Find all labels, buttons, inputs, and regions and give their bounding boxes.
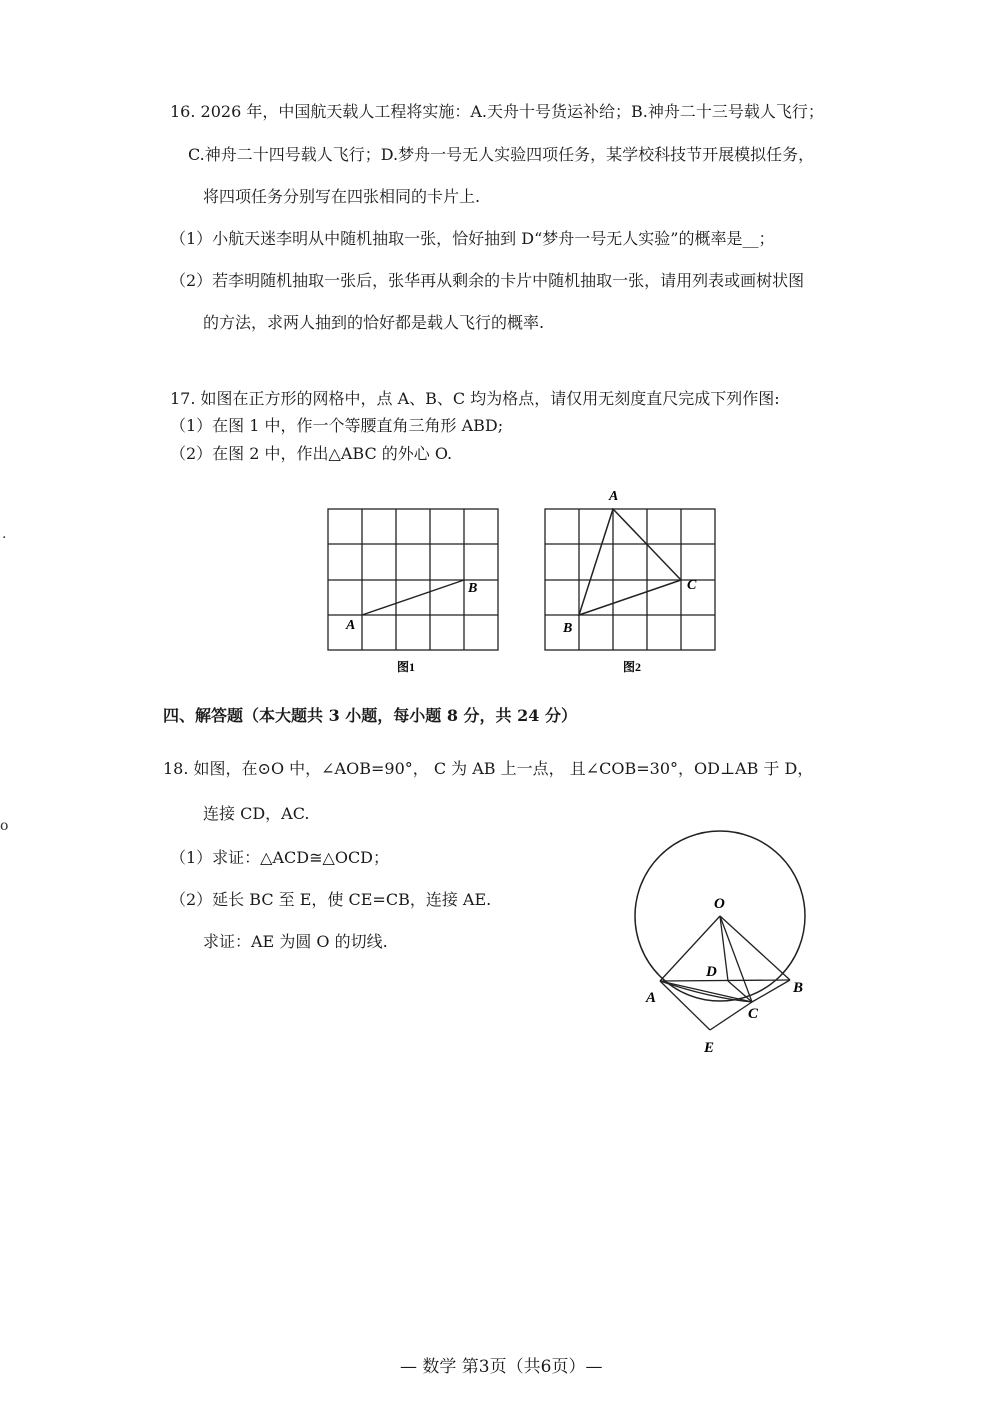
q18-label-o: O	[714, 896, 725, 912]
triangle-abc	[579, 509, 681, 615]
section-4-heading: 四、解答题（本大题共 3 小题，每小题 8 分，共 24 分）	[163, 706, 577, 725]
q18-label-e: E	[704, 1040, 715, 1056]
q17-part-2: （2）在图 2 中，作出△ABC 的外心 O.	[170, 444, 453, 463]
q18-label-d: D	[706, 964, 717, 980]
q18-label-b: B	[793, 980, 804, 996]
q17-part-1: （1）在图 1 中，作一个等腰直角三角形 ABD;	[170, 416, 504, 435]
q17-line-1: 17. 如图在正方形的网格中，点 A、B、C 均为格点，请仅用无刻度直尺完成下列作图:	[170, 389, 780, 408]
q17-figure-2	[538, 485, 728, 685]
segment-ac	[660, 981, 752, 1002]
fig2-label-a: A	[609, 489, 619, 504]
segment-ab	[362, 580, 464, 615]
q16-part-2a: （2）若李明随机抽取一张后，张华再从剩余的卡片中随机抽取一张，请用列表或画树状图	[170, 271, 805, 290]
stray-mark: o	[0, 818, 9, 834]
q16-part-2b: 的方法，求两人抽到的恰好都是载人飞行的概率.	[203, 313, 545, 332]
fig1-caption: 图1	[397, 660, 416, 674]
q17-figure-1	[320, 500, 510, 685]
q18-part-2b: 求证：AE 为圆 O 的切线.	[203, 932, 388, 951]
q16-line-3: 将四项任务分别写在四张相同的卡片上.	[203, 187, 481, 206]
q16-part-1: （1）小航天迷李明从中随机抽取一张，恰好抽到 D“梦舟一号无人实验”的概率是__；	[170, 229, 775, 248]
fig2-label-b: B	[563, 621, 573, 636]
q18-label-a: A	[646, 990, 657, 1006]
fig2-label-c: C	[687, 578, 697, 593]
segment-ce	[710, 1002, 752, 1030]
stray-dot: .	[2, 526, 7, 542]
q16-line-1: 16. 2026 年，中国航天载人工程将实施：A.天舟十号货运补给；B.神舟二十三号载人飞行；	[170, 102, 824, 121]
fig1-label-b: B	[468, 581, 478, 596]
segment-ab	[660, 980, 790, 981]
q18-part-2a: （2）延长 BC 至 E，使 CE=CB，连接 AE.	[170, 890, 492, 909]
segment-ob	[720, 916, 790, 980]
q18-line-1: 18. 如图，在⊙O 中，∠AOB=90°， C 为 AB 上一点， 且∠COB=30°，OD⊥AB 于 D，	[163, 759, 814, 778]
q18-label-c: C	[748, 1006, 759, 1022]
fig2-caption: 图2	[623, 660, 642, 674]
q16-line-2: C.神舟二十四号载人飞行；D.梦舟一号无人实验四项任务，某学校科技节开展模拟任务，	[188, 145, 815, 164]
q18-circle-figure	[620, 820, 830, 1065]
q18-line-2: 连接 CD，AC.	[203, 804, 310, 823]
page-footer: — 数学 第3页（共6页）—	[400, 1357, 603, 1377]
q18-part-1: （1）求证：△ACD≅△OCD；	[170, 848, 390, 867]
fig1-label-a: A	[346, 618, 356, 633]
